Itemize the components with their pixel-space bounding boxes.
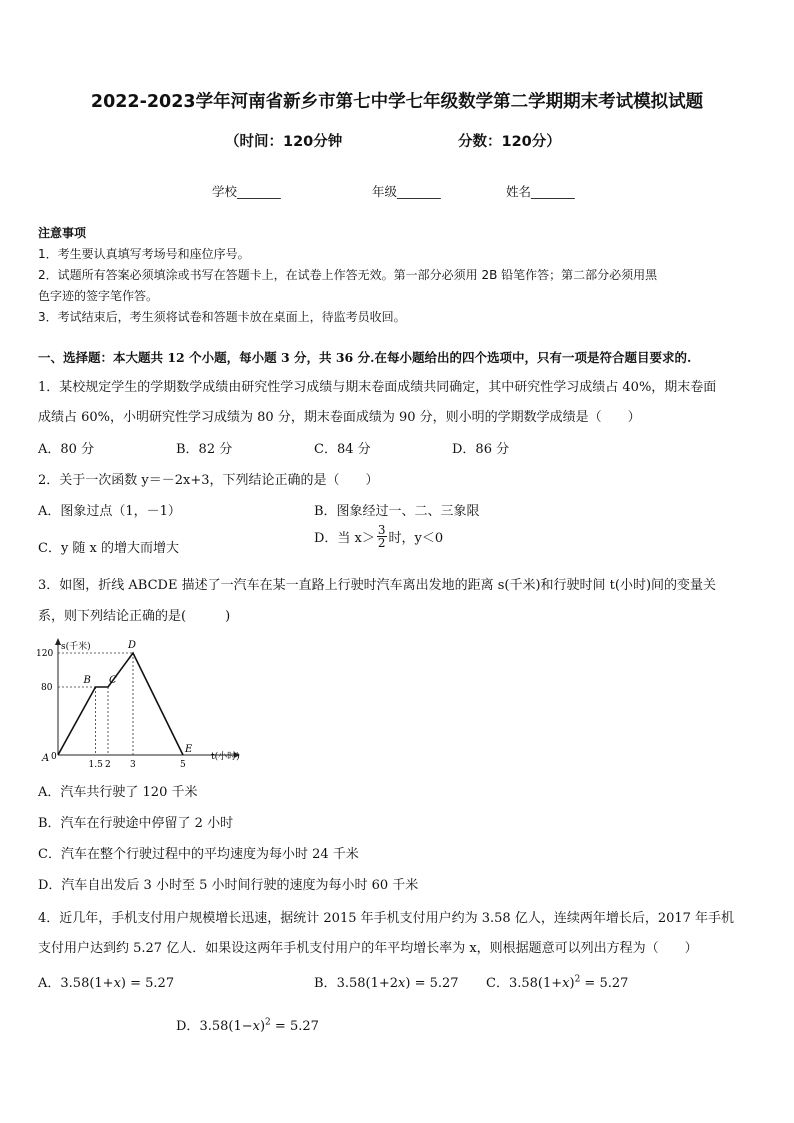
fraction <box>377 524 387 549</box>
q2-option-d-pre: D．当 x＞ <box>314 531 375 546</box>
school-field[interactable]: 学校_______ <box>212 184 281 199</box>
exam-title: 2022-2023学年河南省新乡市第七中学七年级数学第二学期期末考试模拟试题 <box>90 92 704 112</box>
q1-option-b[interactable]: B．82 分 <box>176 442 233 457</box>
name-field[interactable]: 姓名_______ <box>506 184 575 199</box>
point-label-a: A <box>42 753 50 764</box>
q4-stem: 支付用户达到约 5.27 亿人．如果设这两年手机支付用户的年平均增长率为 x，则根据题意可以列出方程为（ ） <box>38 941 698 956</box>
x-axis-label: t(小时) <box>211 752 240 762</box>
notes-item: 3．考试结束后，考生须将试卷和答题卡放在桌面上，待监考员收回。 <box>38 310 406 324</box>
q1-option-c[interactable]: C．84 分 <box>314 442 371 457</box>
q3-stem: 系，则下列结论正确的是( ) <box>38 609 231 624</box>
q2-option-c[interactable]: C．y 随 x 的增大而增大 <box>38 541 180 556</box>
exam-score: 分数：120分） <box>458 134 561 150</box>
point-label-b: B <box>83 675 91 686</box>
q1-option-d[interactable]: D．86 分 <box>452 442 510 457</box>
q1-stem: 成绩占 60%，小明研究性学习成绩为 80 分，期末卷面成绩为 90 分，则小明的学期数学成绩是（ ） <box>38 410 641 425</box>
graph-line-abcde <box>58 653 183 755</box>
q2-option-b[interactable]: B．图象经过一、二、三象限 <box>314 504 480 519</box>
q4-option-b[interactable]: B．3.58(1+2x) = 5.27 <box>314 976 459 991</box>
notes-heading: 注意事项 <box>38 226 87 240</box>
q1-option-a[interactable]: A．80 分 <box>38 442 95 457</box>
notes-item: 色字迹的签字笔作答。 <box>38 289 159 303</box>
exam-time: （时间：120分钟 <box>225 134 343 150</box>
y-tick-label: 120 <box>36 649 54 659</box>
q1-stem: 1．某校规定学生的学期数学成绩由研究性学习成绩与期末卷面成绩共同确定，其中研究性学习成绩占 40%，期末卷面 <box>38 380 717 395</box>
x-tick-label: 2 <box>105 760 111 770</box>
q4-stem: 4．近几年，手机支付用户规模增长迅速，据统计 2015 年手机支付用户约为 3.58 亿人，连续两年增长后，2017 年手机 <box>38 911 735 926</box>
grade-field[interactable]: 年级_______ <box>372 184 441 199</box>
q3-option-a[interactable]: A．汽车共行驶了 120 千米 <box>38 785 198 800</box>
q4-option-c[interactable]: C．$3.58(1+x)^2 = 5.27$ <box>486 974 629 991</box>
point-label-d: D <box>128 640 137 651</box>
fraction-numerator: 3 <box>377 523 386 537</box>
x-tick-label: 1.5 <box>88 760 103 770</box>
q2-option-d[interactable] <box>314 524 443 549</box>
notes-item: 2．试题所有答案必须填涂或书写在答题卡上，在试卷上作答无效。第一部分必须用 2B 铅笔作答；第二部分必须用黑 <box>38 268 658 282</box>
q2-stem: 2．关于一次函数 y＝－2x+3，下列结论正确的是（ ） <box>38 473 379 488</box>
distance-time-graph <box>36 633 246 773</box>
q4-option-a[interactable]: A．3.58(1+x) = 5.27 <box>38 976 175 991</box>
q2-option-a[interactable]: A．图象过点（1，－1） <box>38 504 181 519</box>
q3-option-b[interactable]: B．汽车在行驶途中停留了 2 小时 <box>38 816 234 831</box>
point-label-e: E <box>185 744 193 755</box>
point-label-c: C <box>109 675 117 686</box>
q2-option-d-post: 时，y＜0 <box>388 531 444 546</box>
origin-label: 0 <box>51 752 57 762</box>
q3-option-d[interactable]: D．汽车自出发后 3 小时至 5 小时间行驶的速度为每小时 60 千米 <box>38 878 419 893</box>
x-tick-label: 5 <box>180 760 186 770</box>
y-axis-label: s(千米) <box>61 642 91 652</box>
q4-option-d[interactable]: D．$3.58(1-x)^2 = 5.27$ <box>176 1017 319 1034</box>
q3-option-c[interactable]: C．汽车在整个行驶过程中的平均速度为每小时 24 千米 <box>38 847 359 862</box>
q3-stem: 3．如图，折线 ABCDE 描述了一汽车在某一直路上行驶时汽车离出发地的距离 s(千米)和行驶时间 t(小时)间的变量关 <box>38 578 717 593</box>
y-tick-label: 80 <box>41 683 53 693</box>
fraction-denominator: 2 <box>377 536 386 550</box>
notes-item: 1．考生要认真填写考场号和座位序号。 <box>38 247 250 261</box>
x-tick-label: 3 <box>130 760 136 770</box>
section-heading: 一、选择题：本大题共 12 个小题，每小题 3 分，共 36 分.在每小题给出的四个选项中，只有一项是符合题目要求的. <box>38 350 692 365</box>
